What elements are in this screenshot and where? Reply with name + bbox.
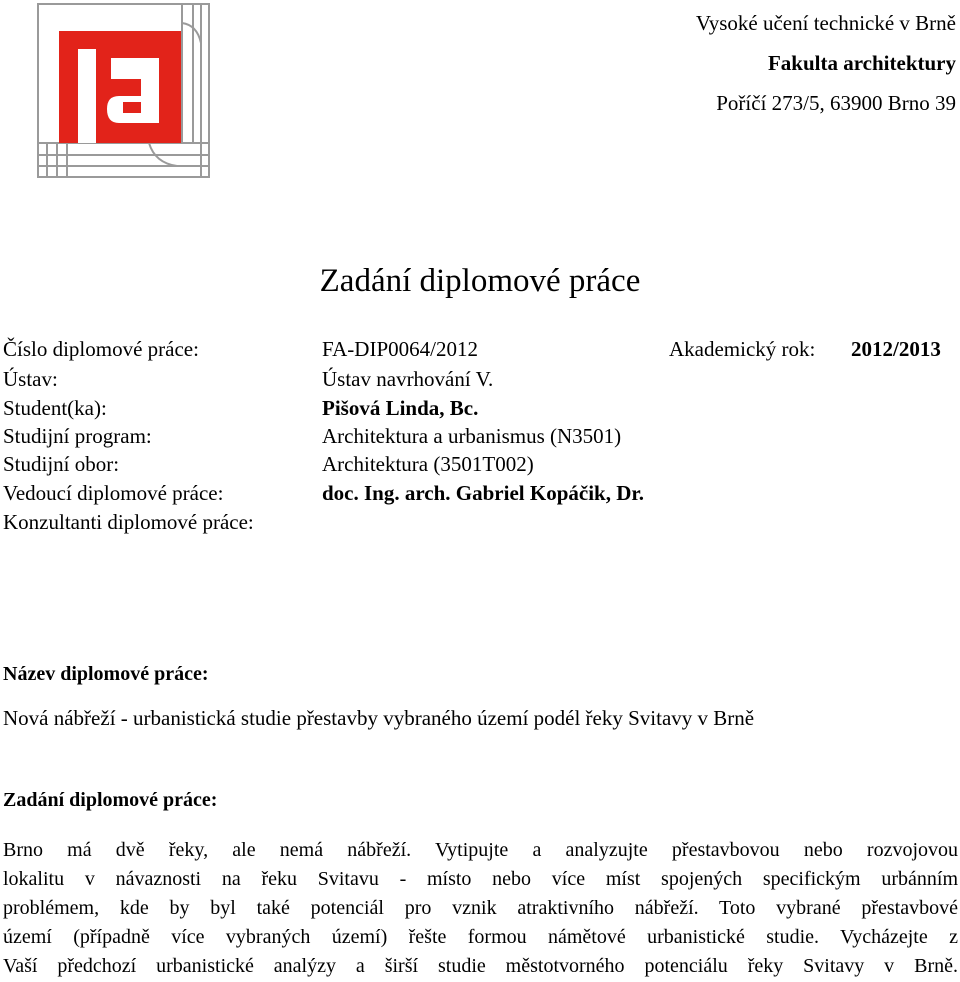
student-label: Student(ka):: [3, 396, 107, 420]
student-value: Pišová Linda, Bc.: [322, 396, 479, 420]
university-name: Vysoké učení technické v Brně: [695, 11, 956, 35]
thesis-number-label: Číslo diplomové práce:: [3, 337, 199, 361]
academic-year-value: 2012/2013: [851, 337, 941, 361]
faculty-name: Fakulta architektury: [767, 51, 956, 75]
faculty-logo-icon: [37, 3, 210, 178]
thesis-name: Nová nábřeží - urbanistická studie přestavby vybraného území podél řeky Svitavy v Brně: [3, 706, 755, 730]
thesis-number-value: FA-DIP0064/2012: [322, 337, 478, 361]
assignment-line: území (případně více vybraných území) řešte formou námětové urbanistické studie. Vycházejte z: [3, 926, 958, 948]
assignment-line: lokalitu v návaznosti na řeku Svitavu - místo nebo více míst spojených specifickým urbánním: [3, 868, 958, 890]
supervisor-value: doc. Ing. arch. Gabriel Kopáčik, Dr.: [322, 481, 645, 505]
assignment-line: Brno má dvě řeky, ale nemá nábřeží. Vytipujte a analyzujte přestavbovou nebo rozvojovou: [3, 839, 958, 861]
institute-value: Ústav navrhování V.: [322, 367, 494, 391]
study-program-value: Architektura a urbanismus (N3501): [322, 424, 622, 448]
study-field-label: Studijní obor:: [3, 452, 120, 476]
assignment-text: [3, 837, 958, 982]
assignment-line: Vaší předchozí urbanistické analýzy a širší studie městotvorného potenciálu řeky Svitavy v Brně.: [3, 955, 958, 977]
faculty-address: Poříčí 273/5, 63900 Brno 39: [716, 91, 956, 115]
assignment-line: problémem, kde by byl také potenciál pro vznik atraktivního nábřeží. Toto vybrané přestavbové: [3, 897, 958, 919]
assignment-heading: Zadání diplomové práce:: [3, 789, 218, 811]
supervisor-label: Vedoucí diplomové práce:: [3, 481, 224, 505]
academic-year-label: Akademický rok:: [669, 337, 816, 361]
consultants-label: Konzultanti diplomové práce:: [3, 510, 254, 534]
institute-label: Ústav:: [3, 367, 58, 391]
study-program-label: Studijní program:: [3, 424, 152, 448]
thesis-name-heading: Název diplomové práce:: [3, 663, 209, 685]
page-title: Zadání diplomové práce: [319, 263, 641, 299]
study-field-value: Architektura (3501T002): [322, 452, 534, 476]
